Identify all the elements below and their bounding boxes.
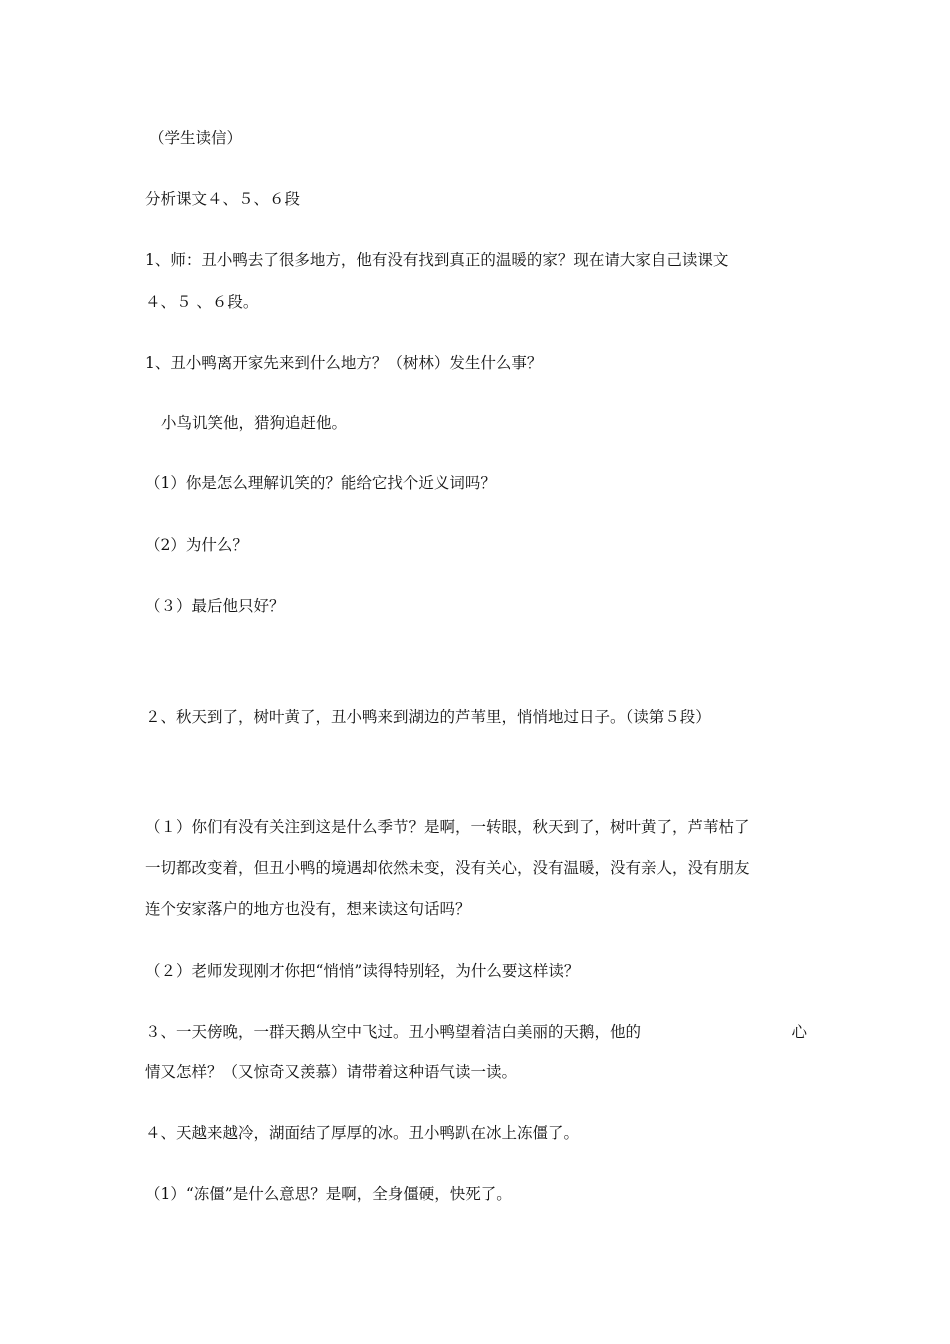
text-line: ４、天越来越冷，湖面结了厚厚的冰。丑小鸭趴在冰上冻僵了。 (145, 1124, 580, 1142)
text-line (145, 1022, 807, 1042)
text-line: （３）最后他只好？ (145, 597, 285, 615)
text-line: （学生读信） (149, 129, 243, 147)
text-line: （1）你是怎么理解讥笑的？能给它找个近义词吗？ (145, 474, 496, 492)
text-line: （１）你们有没有关注到这是什么季节？是啊，一转眼，秋天到了，树叶黄了，芦苇枯了 (145, 818, 750, 836)
text-line: 小鸟讥笑他，猎狗追赶他。 (161, 414, 348, 432)
text-line: （2）为什么？ (145, 536, 248, 554)
text-line: ４、５ 、６段。 (145, 293, 259, 311)
text-line: （２）老师发现刚才你把“悄悄”读得特别轻，为什么要这样读？ (145, 962, 580, 980)
text-line: 情又怎样？（又惊奇又羡慕）请带着这种语气读一读。 (145, 1063, 518, 1081)
section-heading: 分析课文４、５、６段 (145, 190, 301, 208)
text-line: （1）“冻僵”是什么意思？是啊，全身僵硬，快死了。 (145, 1185, 512, 1203)
text-line: 一切都改变着，但丑小鸭的境遇却依然未变，没有关心，没有温暖，没有亲人，没有朋友 (145, 859, 750, 877)
text-line: 1、师：丑小鸭去了很多地方，他有没有找到真正的温暖的家？现在请大家自己读课文 (145, 251, 729, 269)
text-segment: 心 (791, 1023, 807, 1041)
text-line: 1、丑小鸭离开家先来到什么地方？（树林）发生什么事？ (145, 354, 543, 372)
text-segment: ３、一天傍晚，一群天鹅从空中飞过。丑小鸭望着洁白美丽的天鹅，他的 (145, 1023, 642, 1041)
text-line: 连个安家落户的地方也没有，想来读这句话吗？ (145, 900, 471, 918)
text-line: ２、秋天到了，树叶黄了，丑小鸭来到湖边的芦苇里，悄悄地过日子。（读第５段） (145, 708, 711, 726)
